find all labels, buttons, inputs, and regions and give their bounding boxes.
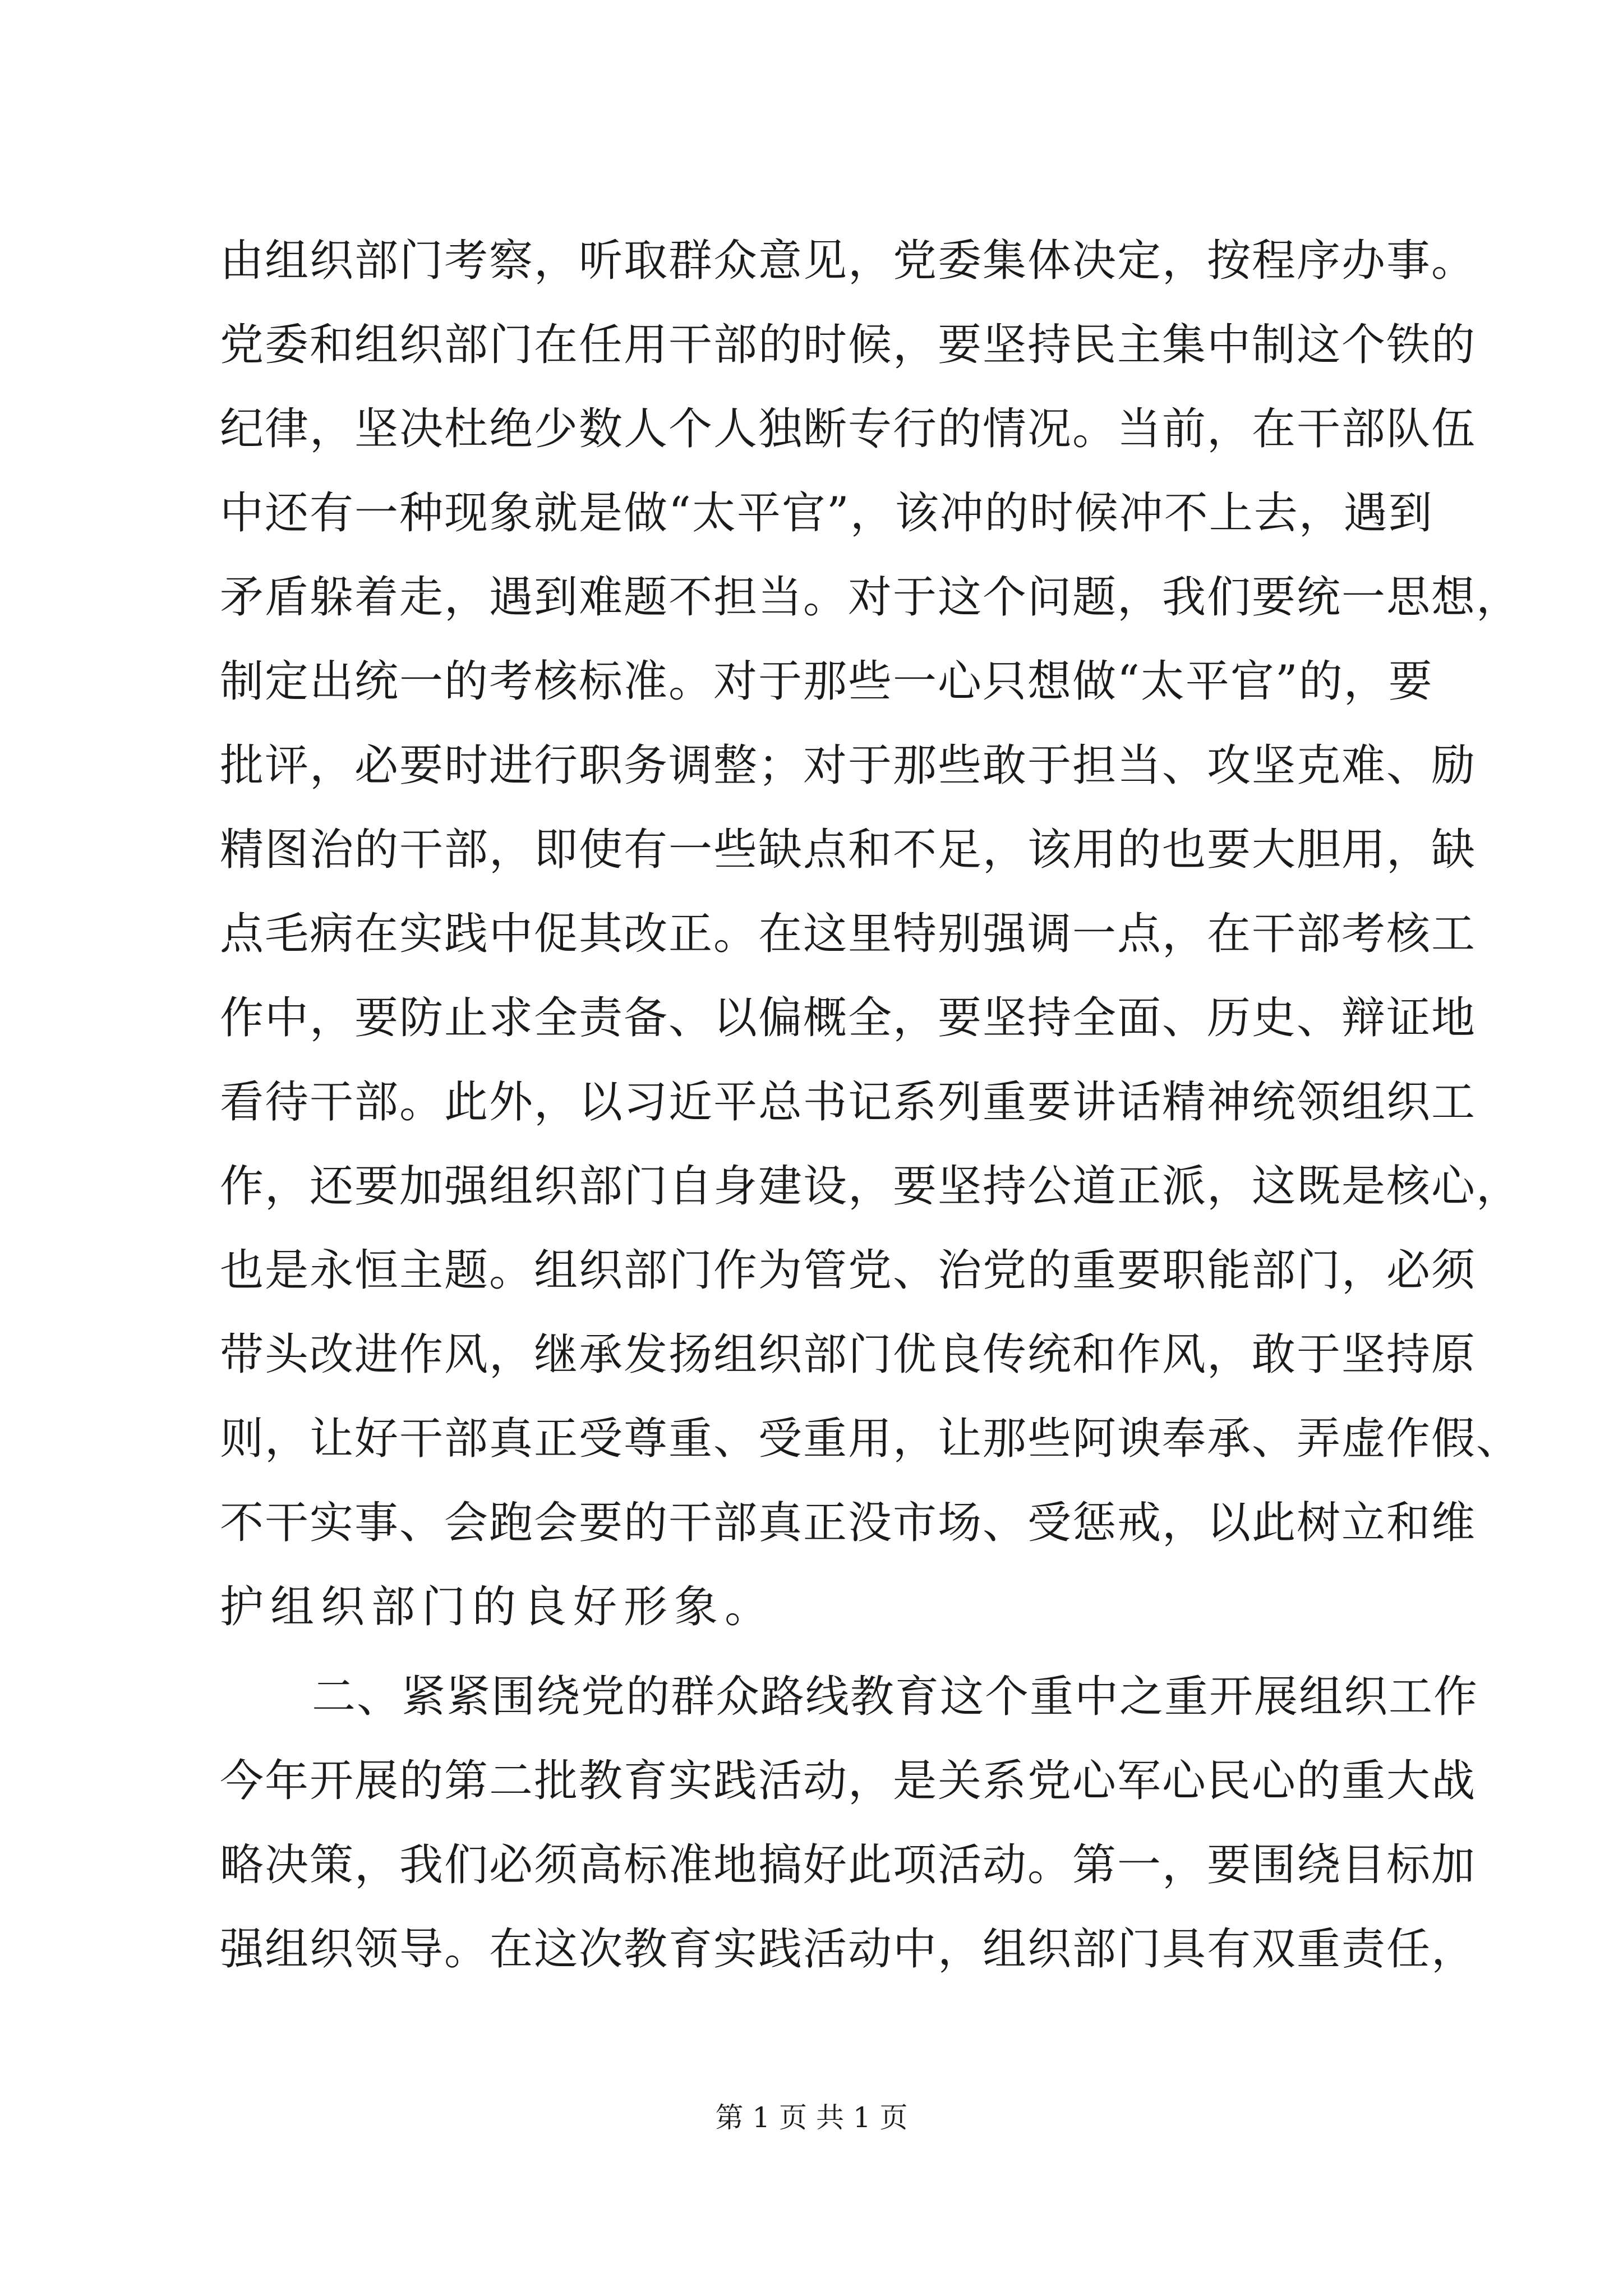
text-line: 矛盾躲着走，遇到难题不担当。对于这个问题，我们要统一思想， [220, 572, 1521, 623]
text-line: 也是永恒主题。组织部门作为管党、治党的重要职能部门，必须 [220, 1245, 1477, 1296]
text-line: 制定出统一的考核标准。对于那些一心只想做“太平官”的，要 [220, 656, 1433, 707]
text-line: 不干实事、会跑会要的干部真正没市场、受惩戒，以此树立和维 [220, 1498, 1477, 1548]
text-line: 今年开展的第二批教育实践活动，是关系党心军心民心的重大战 [220, 1756, 1477, 1806]
text-line: 则，让好干部真正受尊重、受重用，让那些阿谀奉承、弄虚作假、 [220, 1414, 1521, 1464]
text-line: 强组织领导。在这次教育实践活动中，组织部门具有双重责任， [220, 1924, 1477, 1975]
text-line: 看待干部。此外，以习近平总书记系列重要讲话精神统领组织工 [220, 1077, 1477, 1128]
text-line: 精图治的干部，即使有一些缺点和不足，该用的也要大胆用，缺 [220, 825, 1477, 875]
text-line: 党委和组织部门在任用干部的时候，要坚持民主集中制这个铁的 [220, 320, 1477, 370]
page-footer: 第 1 页 共 1 页 [715, 2101, 908, 2134]
text-line: 作，还要加强组织部门自身建设，要坚持公道正派，这既是核心， [220, 1161, 1521, 1212]
text-line: 批评，必要时进行职务调整；对于那些敢于担当、攻坚克难、励 [220, 740, 1477, 791]
text-line: 纪律，坚决杜绝少数人个人独断专行的情况。当前，在干部队伍 [220, 404, 1477, 454]
text-line: 带头改进作风，继承发扬组织部门优良传统和作风，敢于坚持原 [220, 1329, 1477, 1380]
text-line: 略决策，我们必须高标准地搞好此项活动。第一，要围绕目标加 [220, 1840, 1477, 1890]
section-heading: 二、紧紧围绕党的群众路线教育这个重中之重开展组织工作 [312, 1672, 1479, 1722]
text-line: 护组织部门的良好形象。 [220, 1582, 776, 1632]
text-line: 点毛病在实践中促其改正。在这里特别强调一点，在干部考核工 [220, 909, 1477, 959]
text-line: 由组织部门考察，听取群众意见，党委集体决定，按程序办事。 [220, 236, 1477, 286]
text-line: 中还有一种现象就是做“太平官”，该冲的时候冲不上去，遇到 [220, 488, 1433, 539]
text-line: 作中，要防止求全责备、以偏概全，要坚持全面、历史、辩证地 [220, 993, 1477, 1043]
